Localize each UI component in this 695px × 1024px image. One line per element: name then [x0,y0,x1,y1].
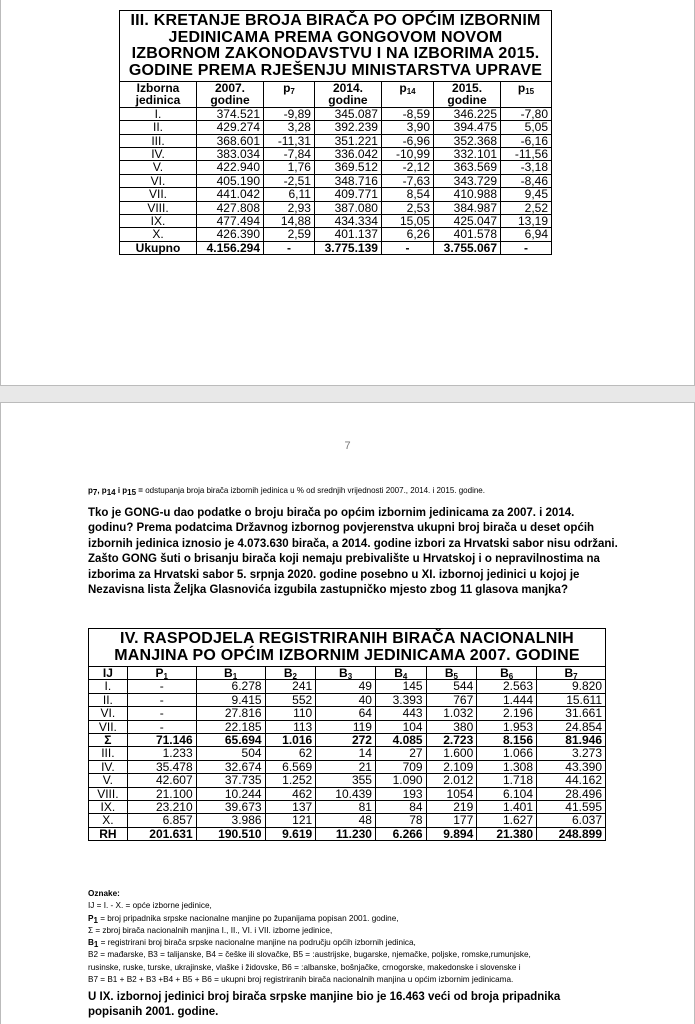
table-cell: 552 [265,693,316,706]
table-cell: -3,18 [501,161,552,174]
table-cell: 443 [375,707,426,720]
summary-row [89,827,606,840]
table-cell: 41.595 [537,801,606,814]
table-cell: 6,11 [264,188,315,201]
header-p15: $p_{15}$ [501,82,552,108]
table-cell: 2,52 [501,201,552,214]
table-cell: 462 [265,787,316,800]
table-row [120,148,552,161]
table-cell: 10.439 [316,787,376,800]
table-cell: 6,94 [501,228,552,241]
table-cell: 21 [316,760,376,773]
table-body [120,107,552,241]
table-cell: 1.090 [375,774,426,787]
notes-line: Σ = zbroj birača nacionalnih manjina I., II., VI. i VII. izborne jedinice, [88,925,333,935]
table-cell: 405.190 [197,174,264,187]
table-row [120,161,552,174]
header-cell: IJ [89,667,128,680]
table-cell: 767 [426,693,477,706]
table-cell: - [127,680,196,693]
table-cell: 49 [316,680,376,693]
header-cell: $B_4$ [375,667,426,680]
table-cell: 9.894 [426,827,477,840]
table-cell: 422.940 [197,161,264,174]
table-cell: 44.162 [537,774,606,787]
table-body [89,680,606,841]
closing-statement: U IX. izbornoj jedinici broj birača srpske manjine bio je 16.463 veći od broja pripadnika popisanih 2001. godine. [88,991,561,1018]
table-cell: 272 [316,734,376,747]
table-cell: 177 [426,814,477,827]
table-cell: -7,63 [381,174,433,187]
table-cell: 22.185 [196,720,265,733]
table-cell: 352.368 [434,134,501,147]
table-cell: 3.986 [196,814,265,827]
total-row [120,241,552,254]
notes-line: IJ = I. - X. = opće izborne jedinice, [88,901,212,911]
table-cell: 6.278 [196,680,265,693]
page-number: 7 [344,440,351,452]
table-cell: VII. [120,188,197,201]
table-cell: 434.334 [314,215,381,228]
table-cell: 1,76 [264,161,315,174]
table-cell: 2.563 [477,680,537,693]
table-cell: 351.221 [314,134,381,147]
header-cell: $B_2$ [265,667,316,680]
table-cell: 5,05 [501,121,552,134]
table-cell: 2,59 [264,228,315,241]
table-row [120,188,552,201]
minority-voters-table [88,628,606,841]
table-cell: VI. [89,707,128,720]
table-cell: 2.723 [426,734,477,747]
table-cell: 62 [265,747,316,760]
table-cell: RH [89,827,128,840]
table-cell: 332.101 [434,148,501,161]
table-cell: 201.631 [127,827,196,840]
table-cell: IX. [120,215,197,228]
table-cell: 1.953 [477,720,537,733]
table-cell: VIII. [120,201,197,214]
table-cell: -9,89 [264,107,315,120]
table-cell: 9,45 [501,188,552,201]
table-cell: VIII. [89,787,128,800]
table-header-row [89,667,606,680]
table-cell: 1.016 [265,734,316,747]
table-cell: 3.273 [537,747,606,760]
question-paragraph: Tko je GONG-u dao podatke o broju birača po općim izbornim jedinicama za 2007. i 2014. godinu? Prema podatcima Državnog izbornog povjerenstva ukupni broj birača u deset općih izbornih jedinica iznosio je 4.073.630 birača, a 2014. godine izbori za Hrvatski sabor nisu održani. Zašto GONG šuti o brisanju birača koji nemaju prebivalište u Hrvatskoj i o nepravilnostima na izborima za Hrvatski sabor 5. srpnja 2020. godine posebno u XI. izbornoj jedinici u kojoj je Nezavisna lista Željka Glasnovića izgubila zastupničko mjesto zbog 11 glasova manjka? [88,507,618,597]
table-cell: III. [120,134,197,147]
table-cell: 24.854 [537,720,606,733]
table-cell: I. [120,107,197,120]
table-title: III. KRETANJE BROJA BIRAČA PO OPĆIM IZBORNIM JEDINICAMA PREMA GONGOVOM NOVOM IZBORNOM ZAKONODAVSTVU I NA IZBORIMA 2015. GODINE PREMA RJEŠENJU MINISTARSTVA UPRAVE [120,11,552,82]
table-cell: II. [120,121,197,134]
table-cell: 1.718 [477,774,537,787]
table-cell: 2.196 [477,707,537,720]
table-cell: 31.661 [537,707,606,720]
table-cell: 81.946 [537,734,606,747]
summary-row [89,734,606,747]
total-cell: - [381,241,433,254]
table-cell: 401.578 [434,228,501,241]
table-row [89,801,606,814]
table-cell: 369.512 [314,161,381,174]
table-row [89,774,606,787]
table-cell: IV. [120,148,197,161]
table-cell: 383.034 [197,148,264,161]
table-cell: 426.390 [197,228,264,241]
table-cell: 6.104 [477,787,537,800]
table-cell: 15,05 [381,215,433,228]
total-cell: - [264,241,315,254]
table-cell: 145 [375,680,426,693]
table-cell: 410.988 [434,188,501,201]
table-row [120,215,552,228]
table-cell: 1.252 [265,774,316,787]
table-cell: 6.857 [127,814,196,827]
header-unit: Izborna jedinica [120,82,197,108]
table-cell: 1.444 [477,693,537,706]
table-cell: 4.085 [375,734,426,747]
total-cell: 3.755.067 [434,241,501,254]
table-cell: 113 [265,720,316,733]
table-cell: -11,31 [264,134,315,147]
table-cell: -8,59 [381,107,433,120]
table-cell: -7,84 [264,148,315,161]
table-cell: -10,99 [381,148,433,161]
table-row [120,174,552,187]
table-cell: 336.042 [314,148,381,161]
table-row [89,693,606,706]
header-cell: $B_3$ [316,667,376,680]
table-cell: 2.109 [426,760,477,773]
table-cell: II. [89,693,128,706]
table-cell: 374.521 [197,107,264,120]
table-cell: 40 [316,693,376,706]
table-cell: 65.694 [196,734,265,747]
total-cell: 3.775.139 [314,241,381,254]
table-cell: 3,90 [381,121,433,134]
table-cell: 409.771 [314,188,381,201]
table-cell: 104 [375,720,426,733]
table-cell: Σ [89,734,128,747]
table-cell: 477.494 [197,215,264,228]
table-row [120,228,552,241]
header-cell: $B_7$ [537,667,606,680]
table-cell: 380 [426,720,477,733]
header-2014: 2014. godine [314,82,381,108]
table-cell: IV. [89,760,128,773]
table-cell: 11.230 [316,827,376,840]
table-cell: 219 [426,801,477,814]
table-cell: 3,28 [264,121,315,134]
table-cell: 48 [316,814,376,827]
table-cell: 2,93 [264,201,315,214]
total-cell: - [501,241,552,254]
table-cell: -2,12 [381,161,433,174]
table-cell: 119 [316,720,376,733]
table-cell: 32.674 [196,760,265,773]
table-cell: 190.510 [196,827,265,840]
table-cell: III. [89,747,128,760]
table-cell: 1.032 [426,707,477,720]
table-cell: 1.233 [127,747,196,760]
notes-line: rusinske, ruske, turske, ukrajinske, vlaške i židovske, B6 = :albanske, bošnjačke, crnogorske, makedonske i slovenske i [88,962,521,972]
table-cell: 355 [316,774,376,787]
table-cell: X. [89,814,128,827]
table-cell: X. [120,228,197,241]
table-cell: 27 [375,747,426,760]
table-cell: -8,46 [501,174,552,187]
table-cell: VI. [120,174,197,187]
table-row [89,747,606,760]
table-cell: 9.619 [265,827,316,840]
table-cell: 28.496 [537,787,606,800]
table-cell: VII. [89,720,128,733]
table-cell: 6,26 [381,228,433,241]
table-cell: V. [120,161,197,174]
table-row [89,720,606,733]
table-cell: 401.137 [314,228,381,241]
table-cell: 9.820 [537,680,606,693]
table-cell: I. [89,680,128,693]
legend-notes [88,888,608,986]
table-cell: 1.308 [477,760,537,773]
notes-title: Oznake: [88,889,120,898]
table-row [89,760,606,773]
table-cell: 13,19 [501,215,552,228]
table-cell: 110 [265,707,316,720]
notes-line: B2 = mađarske, B3 = talijanske, B4 = češke ili slovačke, B5 = :austrijske, bugarske, njemačke, poljske, romske,rumunjske, [88,950,531,960]
table-cell: 2,53 [381,201,433,214]
table-cell: 427.808 [197,201,264,214]
table-cell: 392.239 [314,121,381,134]
header-2007: 2007. godine [197,82,264,108]
notes-line: $B_1$ = registrirani broj birača srpske nacionalne manjine na području općih izbornih jedinica, [88,938,416,950]
table-cell: 425.047 [434,215,501,228]
table-cell: 1054 [426,787,477,800]
document-page-1 [0,0,695,386]
table-cell: 1.066 [477,747,537,760]
table-row [120,121,552,134]
table-cell: 35.478 [127,760,196,773]
table-cell: 345.087 [314,107,381,120]
header-p7: $p_7$ [264,82,315,108]
table-cell: 71.146 [127,734,196,747]
header-cell: $B_6$ [477,667,537,680]
table-cell: 10.244 [196,787,265,800]
table-cell: -6,96 [381,134,433,147]
table-cell: 39.673 [196,801,265,814]
table-cell: -7,80 [501,107,552,120]
table-cell: 21.380 [477,827,537,840]
table-cell: 14,88 [264,215,315,228]
table-cell: 9.415 [196,693,265,706]
table-cell: 6.569 [265,760,316,773]
header-2015: 2015. godine [434,82,501,108]
table-cell: 6.266 [375,827,426,840]
table-cell: 394.475 [434,121,501,134]
table-cell: 348.716 [314,174,381,187]
total-cell: 4.156.294 [197,241,264,254]
deviation-footnote: $p_7$, $p_{14}$ i $p_{15}$ = odstupanja broja birača izbornih jedinica u % od srednjih vrijednosti 2007., 2014. i 2015. godine. [88,486,485,497]
table-cell: 1.600 [426,747,477,760]
table-row [89,787,606,800]
table-row [89,707,606,720]
table-row [89,814,606,827]
table-cell: 2.012 [426,774,477,787]
table-cell: 84 [375,801,426,814]
table-cell: 42.607 [127,774,196,787]
table-cell: 343.729 [434,174,501,187]
notes-line: $P_1$ = broj pripadnika srpske nacionalne manjine po županijama popisan 2001. godine, [88,913,399,925]
table-cell: 1.401 [477,801,537,814]
table-cell: -11,56 [501,148,552,161]
table-cell: 8,54 [381,188,433,201]
table-cell: - [127,693,196,706]
table-cell: 429.274 [197,121,264,134]
table-cell: 37.735 [196,774,265,787]
table-cell: 21.100 [127,787,196,800]
header-cell: $B_1$ [196,667,265,680]
table-cell: 544 [426,680,477,693]
table-cell: 241 [265,680,316,693]
table-cell: 346.225 [434,107,501,120]
table-cell: -2,51 [264,174,315,187]
table-cell: 363.569 [434,161,501,174]
table-cell: 387.080 [314,201,381,214]
table-row [120,107,552,120]
table-cell: -6,16 [501,134,552,147]
table-cell: - [127,707,196,720]
table-cell: IX. [89,801,128,814]
table-cell: V. [89,774,128,787]
header-cell: $B_5$ [426,667,477,680]
table-cell: 8.156 [477,734,537,747]
notes-line: B7 = B1 + B2 + B3 +B4 + B5 + B6 = ukupni broj registriranih birača nacionalnih manjina u općim izbornim jedinicama. [88,975,514,985]
table-cell: 43.390 [537,760,606,773]
table-title: IV. RASPODJELA REGISTRIRANIH BIRAČA NACIONALNIH MANJINA PO OPĆIM IZBORNIM JEDINICAMA 2007. GODINE [89,629,606,667]
header-p14: $p_{14}$ [381,82,433,108]
table-cell: 137 [265,801,316,814]
table-cell: 15.611 [537,693,606,706]
table-cell: 709 [375,760,426,773]
table-cell: 121 [265,814,316,827]
table-cell: 3.393 [375,693,426,706]
table-cell: 384.987 [434,201,501,214]
table-row [89,680,606,693]
table-cell: 14 [316,747,376,760]
table-cell: 248.899 [537,827,606,840]
table-cell: 193 [375,787,426,800]
table-row [120,201,552,214]
table-cell: 27.816 [196,707,265,720]
table-cell: 504 [196,747,265,760]
total-cell: Ukupno [120,241,197,254]
table-cell: 78 [375,814,426,827]
table-row [120,134,552,147]
voter-trend-table [119,10,552,255]
table-cell: 368.601 [197,134,264,147]
table-cell: 1.627 [477,814,537,827]
header-cell: $P_1$ [127,667,196,680]
table-cell: 64 [316,707,376,720]
table-cell: 6.037 [537,814,606,827]
table-cell: - [127,720,196,733]
table-cell: 81 [316,801,376,814]
table-cell: 441.042 [197,188,264,201]
table-cell: 23.210 [127,801,196,814]
